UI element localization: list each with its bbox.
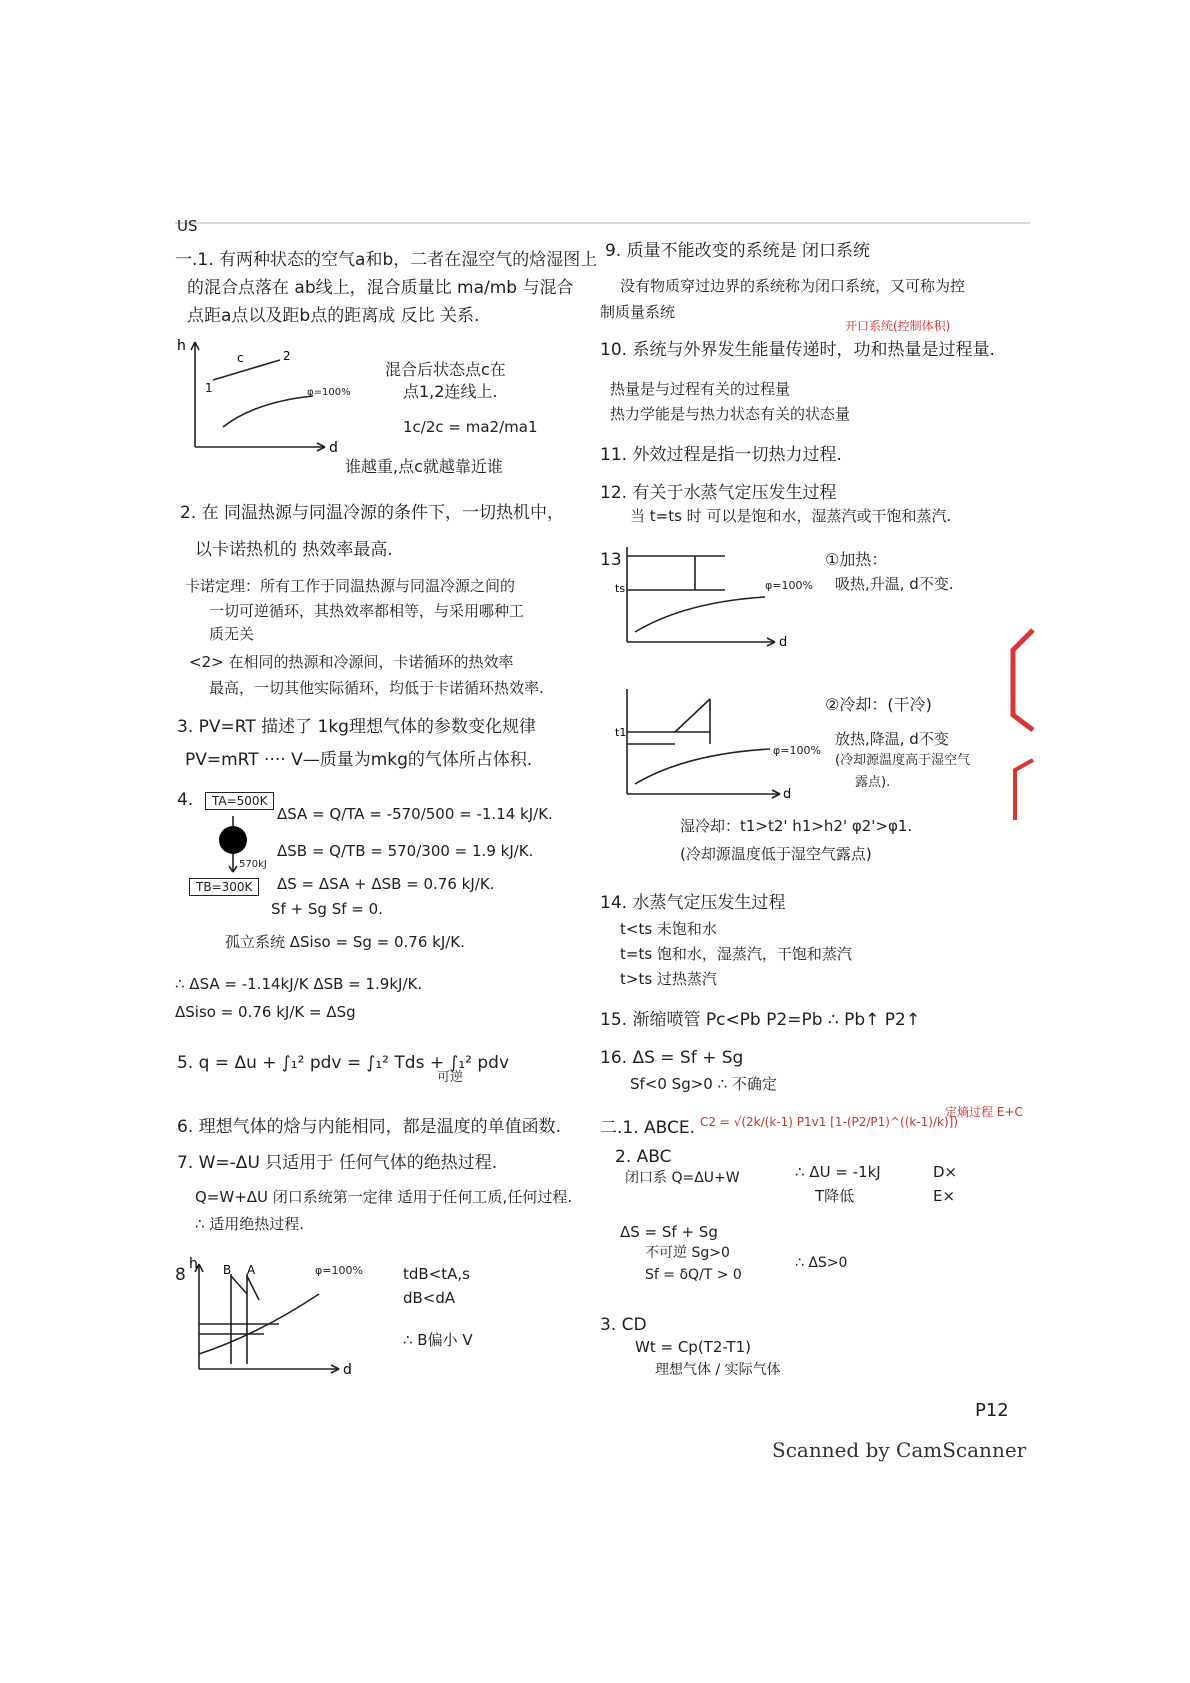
q1-ratio: 1c/2c = ma2/ma1 xyxy=(403,418,538,436)
q8-note1: tdB<tA,s xyxy=(403,1265,470,1283)
q10-line3: 热力学能是与热力状态有关的状态量 xyxy=(610,405,851,423)
h-axis-label: h xyxy=(177,338,186,354)
point-c-label: c xyxy=(237,351,244,365)
q13-heating-desc: 吸热,升温, d不变. xyxy=(835,575,954,593)
q8-h-label: h xyxy=(189,1256,198,1272)
s2-q2-b: ∴ ΔU = -1kJ xyxy=(795,1163,881,1181)
q8-note3: ∴ B偏小 V xyxy=(403,1331,473,1349)
s2-q2-c: T降低 xyxy=(815,1187,855,1205)
s2-q3-a: Wt = Cp(T2-T1) xyxy=(635,1338,751,1356)
q4-line7: ΔSiso = 0.76 kJ/K = ΔSg xyxy=(175,1003,356,1021)
q2-p4: <2> 在相同的热源和冷源间，卡诺循环的热效率 xyxy=(189,653,514,671)
q8-number: 8 xyxy=(175,1265,186,1285)
q13-cooling-desc2: (冷却源温度高于湿空气 xyxy=(835,753,971,768)
s2-q1-formula: C2 = √(2k/(k-1) P1v1 [1-(P2/P1)^((k-1)/k)]) xyxy=(700,1115,959,1129)
s2-q2-e: E× xyxy=(933,1187,956,1205)
q8-phi-label: φ=100% xyxy=(315,1264,363,1277)
q4-line2: ΔSB = Q/TB = 570/300 = 1.9 kJ/K. xyxy=(277,842,534,860)
s2-q2-h: Sf = δQ/T > 0 xyxy=(645,1267,742,1283)
q1-note3: 谁越重,点c就越靠近谁 xyxy=(345,457,503,476)
q9-red-note: 开口系统(控制体积) xyxy=(845,319,951,333)
q2-p1: 卡诺定理：所有工作于同温热源与同温冷源之间的 xyxy=(185,577,516,595)
q13-number: 13 xyxy=(600,550,622,570)
q13-t1-label: t1 xyxy=(615,726,627,739)
q4-heat-label: 570kJ xyxy=(239,859,267,870)
q3-line2: PV=mRT ···· V—质量为mkg的气体所占体积. xyxy=(185,750,533,770)
s2-q3-b: 理想气体 / 实际气体 xyxy=(655,1362,781,1378)
page-number: P12 xyxy=(975,1400,1009,1421)
q8-note2: dB<dA xyxy=(403,1289,456,1307)
s2-q2-a: 闭口系 Q=ΔU+W xyxy=(625,1170,740,1186)
q4-line1: ΔSA = Q/TA = -570/500 = -1.14 kJ/K. xyxy=(277,805,553,823)
q16-line2: Sf<0 Sg>0 ∴ 不确定 xyxy=(630,1075,777,1093)
q13-ts-label: ts xyxy=(615,582,626,595)
s2-q2-i: ∴ ΔS>0 xyxy=(795,1255,848,1271)
q12-line1: 12. 有关于水蒸气定压发生过程 xyxy=(600,483,837,503)
q14-line4: t>ts 过热蒸汽 xyxy=(620,970,717,988)
q1-note2: 点1,2连线上. xyxy=(403,382,498,401)
q9-line1: 9. 质量不能改变的系统是 闭口系统 xyxy=(605,241,871,261)
q8-d-label: d xyxy=(343,1362,352,1378)
q7-line3: ∴ 适用绝热过程. xyxy=(195,1215,305,1233)
s2-q1-red-note: 定熵过程 E+C xyxy=(945,1105,1023,1119)
s2-q2: 2. ABC xyxy=(615,1147,672,1167)
q16-line1: 16. ΔS = Sf + Sg xyxy=(600,1048,744,1068)
s2-q3: 3. CD xyxy=(600,1315,647,1335)
q12-line2: 当 t=ts 时 可以是饱和水，湿蒸汽或干饱和蒸汽. xyxy=(630,507,952,525)
q1-line3: 点距a点以及距b点的距离成 反比 关系. xyxy=(187,306,480,326)
q10-line2: 热量是与过程有关的过程量 xyxy=(610,380,791,398)
q13-cooling-desc1: 放热,降温, d不变 xyxy=(835,730,949,748)
q9-line3: 制质量系统 xyxy=(600,303,676,321)
q3-line1: 3. PV=RT 描述了 1kg理想气体的参数变化规律 xyxy=(177,717,536,737)
q7-line1: 7. W=-ΔU 只适用于 任何气体的绝热过程. xyxy=(177,1153,498,1173)
q14-line2: t<ts 未饱和水 xyxy=(620,920,717,938)
q8-point-a: A xyxy=(247,1263,256,1277)
d-axis-label: d xyxy=(329,440,338,456)
q1-line1: 一.1. 有两种状态的空气a和b，二者在湿空气的焓湿图上 xyxy=(175,250,598,270)
q1-phi-label: φ=100% xyxy=(307,387,351,398)
q13b-phi-label: φ=100% xyxy=(773,744,821,757)
q4-line3: ΔS = ΔSA + ΔSB = 0.76 kJ/K. xyxy=(277,875,495,893)
q1-line2: 的混合点落在 ab线上，混合质量比 ma/mb 与混合 xyxy=(187,278,574,298)
q15-line1: 15. 渐缩喷管 Pc<Pb P2=Pb ∴ Pb↑ P2↑ xyxy=(600,1010,921,1030)
s2-q2-d: D× xyxy=(933,1163,958,1181)
scanned-page xyxy=(175,217,1030,1434)
q13-cooling-title: ②冷却：(干冷) xyxy=(825,695,932,714)
q4-line5: 孤立系统 ΔSiso = Sg = 0.76 kJ/K. xyxy=(225,933,465,951)
q4-number: 4. xyxy=(177,790,194,810)
s2-q2-g: 不可逆 Sg>0 xyxy=(645,1245,730,1261)
corner-mark: US xyxy=(177,217,198,235)
q14-line3: t=ts 饱和水，湿蒸汽，干饱和蒸汽 xyxy=(620,945,852,963)
point-2-label: 2 xyxy=(283,349,291,363)
q1-note1: 混合后状态点c在 xyxy=(385,360,506,379)
scanner-footer: Scanned by CamScanner xyxy=(772,1438,1027,1462)
q10-line1: 10. 系统与外界发生能量传递时，功和热量是过程量. xyxy=(600,340,995,360)
point-1-label: 1 xyxy=(205,381,213,395)
q2-p2: 一切可逆循环，其热效率都相等，与采用哪种工 xyxy=(209,602,525,620)
q4-line6: ∴ ΔSA = -1.14kJ/K ΔSB = 1.9kJ/K. xyxy=(175,975,423,993)
q11-line1: 11. 外效过程是指一切热力过程. xyxy=(600,445,842,465)
q4-reservoir-a: TA=500K xyxy=(205,792,274,810)
q5-line1: 5. q = Δu + ∫₁² pdv = ∫₁² Tds + ∫₁² pdv xyxy=(177,1053,510,1073)
q13-cooling-desc3: 露点). xyxy=(855,775,891,790)
s2-q2-f: ΔS = Sf + Sg xyxy=(620,1223,718,1241)
q13-heating-title: ①加热： xyxy=(825,550,888,569)
q7-line2: Q=W+ΔU 闭口系统第一定律 适用于任何工质,任何过程. xyxy=(195,1188,573,1206)
q13b-d-label: d xyxy=(783,787,792,802)
q2-line1: 2. 在 同温热源与同温冷源的条件下，一切热机中， xyxy=(180,503,565,523)
q9-line2: 没有物质穿过边界的系统称为闭口系统，又可称为控 xyxy=(620,277,966,295)
q2-line2: 以卡诺热机的 热效率最高. xyxy=(195,540,393,560)
q13-cooling-graph xyxy=(615,684,795,804)
red-stamp-edge xyxy=(1005,620,1035,840)
q13-wet-note: (冷却源温度低于湿空气露点) xyxy=(680,845,872,863)
q4-line4: Sf + Sg Sf = 0. xyxy=(271,900,383,918)
q13-d-label: d xyxy=(779,635,788,650)
q2-p5: 最高，一切其他实际循环，均低于卡诺循环热效率. xyxy=(209,679,544,697)
q5-reversible-note: 可逆 xyxy=(437,1070,464,1085)
q6-line1: 6. 理想气体的焓与内能相同，都是温度的单值函数. xyxy=(177,1117,562,1137)
q13-phi-label: φ=100% xyxy=(765,579,813,592)
q8-point-b: B xyxy=(223,1263,232,1277)
q13-heating-graph xyxy=(615,542,795,652)
q13-wet-cooling: 湿冷却：t1>t2' h1>h2' φ2'>φ1. xyxy=(680,817,913,835)
q14-line1: 14. 水蒸气定压发生过程 xyxy=(600,893,786,913)
s2-q1: 二.1. ABCE. xyxy=(600,1118,696,1138)
q2-p3: 质无关 xyxy=(209,625,255,643)
q4-reservoir-b: TB=300K xyxy=(189,878,259,896)
